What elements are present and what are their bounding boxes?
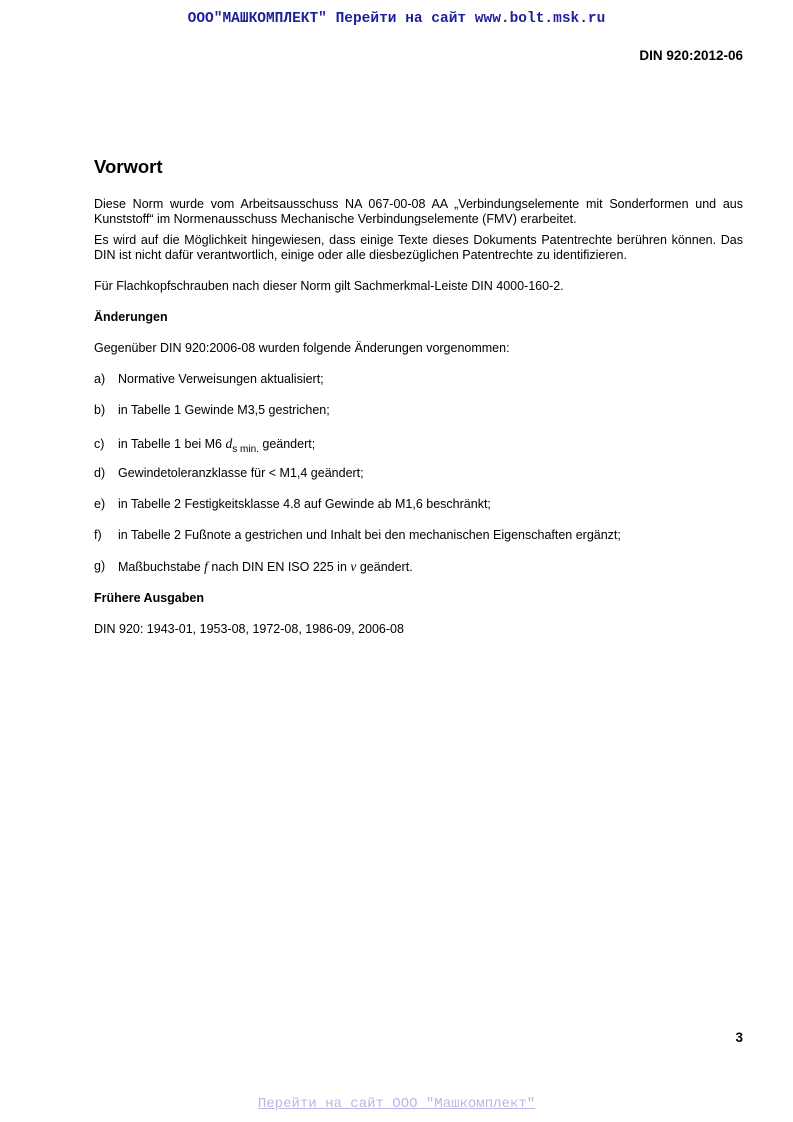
list-item-text: Gewindetoleranzklasse für < M1,4 geändert; <box>118 466 364 480</box>
math-symbol: d <box>225 436 233 451</box>
paragraph-committee: Diese Norm wurde vom Arbeitsausschuss NA 067-00-08 AA „Verbindungselemente mit Sonderformen und aus Kunststoff“ im Normenausschuss Mechanische Verbindungselemente (FMV) erarbeitet. <box>94 197 743 226</box>
list-item-text: Normative Verweisungen aktualisiert; <box>118 372 324 386</box>
list-item <box>94 372 743 387</box>
list-marker: d) <box>94 466 106 480</box>
paragraph-patent-notice: Es wird auf die Möglichkeit hingewiesen, dass einige Texte dieses Dokuments Patentrechte berühren können. Das DIN ist nicht dafür verantwortlich, einige oder alle diesbezüglichen Patentrechte zu identifizieren. <box>94 233 743 262</box>
list-item-text: in Tabelle 2 Festigkeitsklasse 4.8 auf Gewinde ab M1,6 beschränkt; <box>118 497 491 511</box>
list-marker: f) <box>94 528 102 542</box>
list-item <box>94 403 743 418</box>
math-symbol: v <box>350 559 357 574</box>
changes-intro: Gegenüber DIN 920:2006-08 wurden folgende Änderungen vorgenommen: <box>94 341 510 355</box>
list-marker: c) <box>94 437 105 451</box>
list-item <box>94 466 743 481</box>
earlier-editions-heading: Frühere Ausgaben <box>94 591 204 605</box>
list-item-text: in Tabelle 1 bei M6 $d_{s min.}$ geändert; <box>118 436 316 455</box>
list-marker: g) <box>94 559 106 573</box>
page-content <box>94 154 743 637</box>
paragraph-flat-head-screws: Für Flachkopfschrauben nach dieser Norm gilt Sachmerkmal-Leiste DIN 4000-160-2. <box>94 279 564 293</box>
document-id: DIN 920:2012-06 <box>639 48 743 63</box>
page-number: 3 <box>735 1030 743 1045</box>
earlier-editions-list: DIN 920: 1943-01, 1953-08, 1972-08, 1986-09, 2006-08 <box>94 622 404 636</box>
changes-heading: Änderungen <box>94 310 168 324</box>
list-marker: e) <box>94 497 106 511</box>
math-subscript: s min. <box>232 444 259 455</box>
list-marker: b) <box>94 403 106 417</box>
changes-list <box>94 372 743 575</box>
bottom-site-link[interactable]: Перейти на сайт ООО "Машкомплект" <box>257 1096 536 1112</box>
list-item-text: in Tabelle 1 Gewinde M3,5 gestrichen; <box>118 403 330 417</box>
section-title: Vorwort <box>94 156 163 177</box>
list-item <box>94 434 743 454</box>
list-item <box>94 528 743 543</box>
list-marker: a) <box>94 372 106 386</box>
top-site-link[interactable]: ООО"МАШКОМПЛЕКТ" Перейти на сайт www.bolt.msk.ru <box>187 11 606 27</box>
list-item <box>94 497 743 512</box>
list-item-text: Maßbuchstabe f nach DIN EN ISO 225 in v geändert. <box>118 559 413 574</box>
list-item-text: in Tabelle 2 Fußnote a gestrichen und Inhalt bei den mechanischen Eigenschaften ergänzt; <box>118 528 621 542</box>
list-item <box>94 559 743 575</box>
math-symbol: f <box>204 559 208 574</box>
